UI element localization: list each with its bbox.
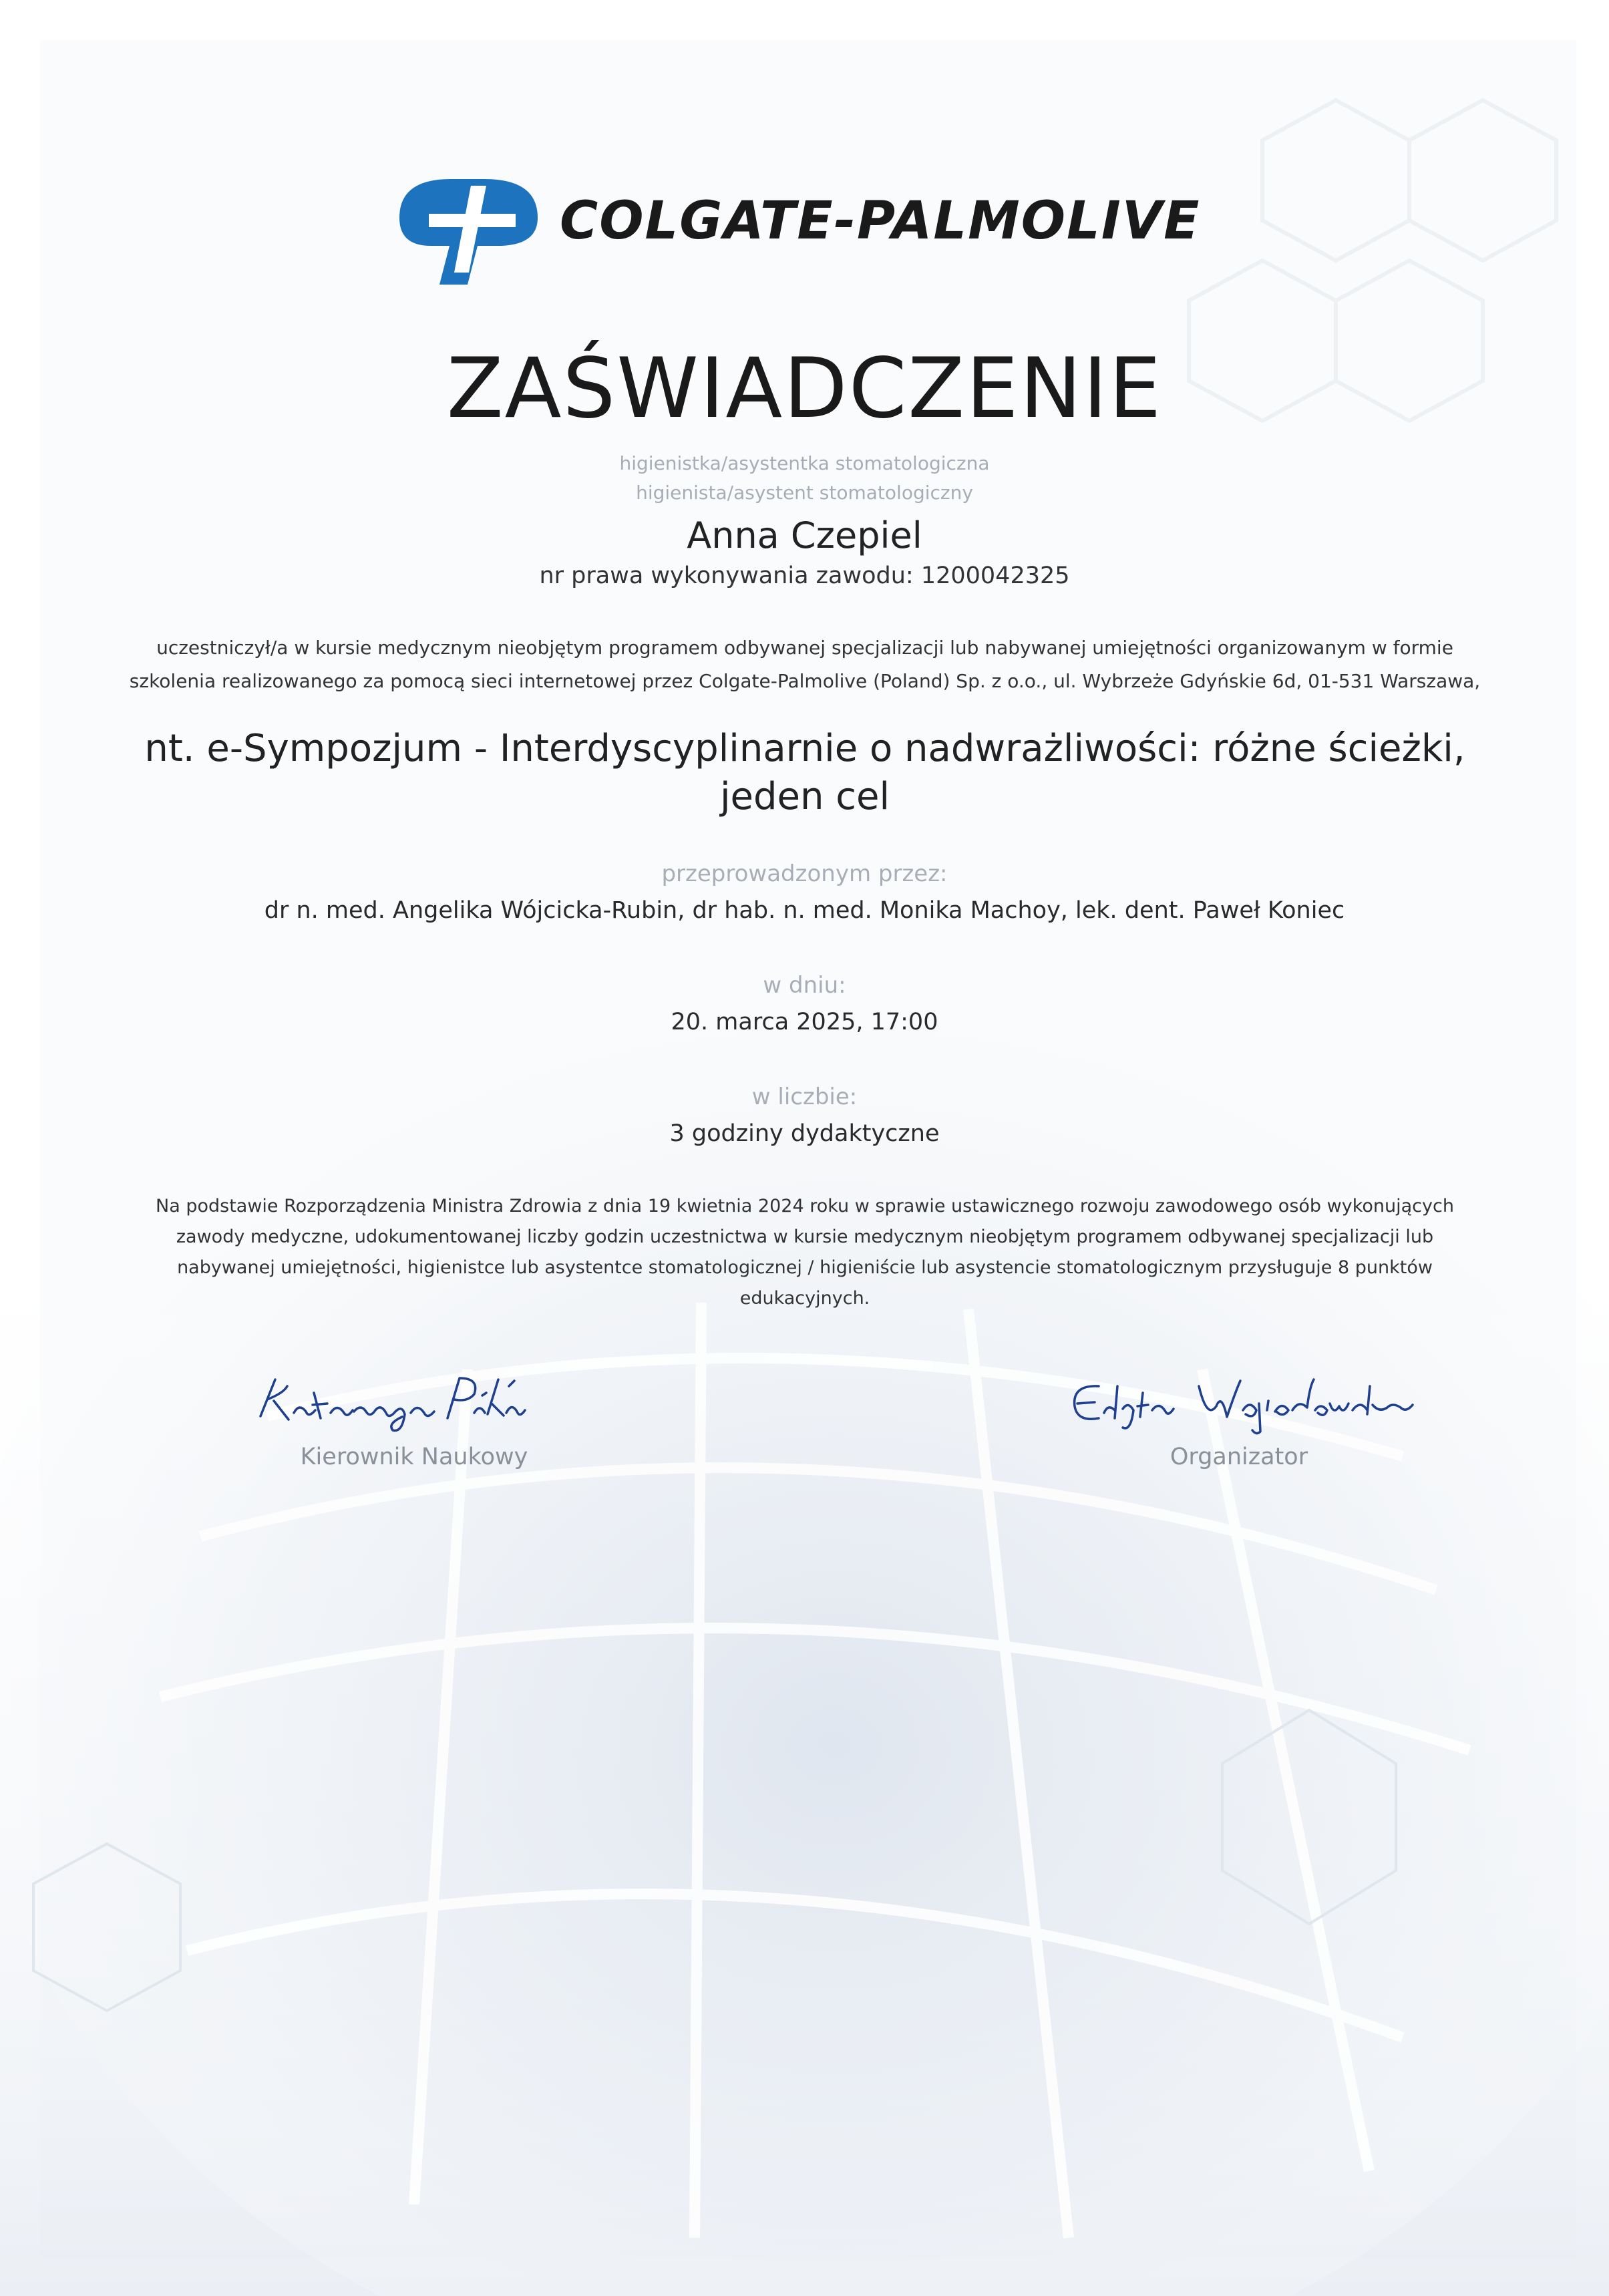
legal-line: Na podstawie Rozporządzenia Ministra Zdrowia z dnia 19 kwietnia 2024 roku w sprawie ustawicznego rozwoju zawodowego osób wykonujących — [156, 1196, 1454, 1216]
date-value: 20. marca 2025, 17:00 — [671, 1009, 938, 1035]
signature-role-right: Organizator — [1170, 1444, 1308, 1470]
intro-line: szkolenia realizowanego za pomocą sieci internetowej przez Colgate-Palmolive (Poland) Sp. z o.o., ul. Wybrzeże Gdyńskie 6d, 01-531 Warszawa, — [129, 670, 1481, 692]
intro-paragraph — [107, 631, 1503, 698]
brand-wordmark: COLGATE-PALMOLIVE — [560, 191, 1201, 251]
role-male: higienista/asystent stomatologiczny — [636, 482, 973, 504]
course-topic: nt. e-Sympozjum - Interdyscyplinarnie o nadwrażliwości: różne ścieżki, jeden cel — [144, 727, 1465, 818]
handwritten-signature-left — [247, 1366, 528, 1440]
handwritten-signature-right — [1059, 1366, 1419, 1440]
license-number: nr prawa wykonywania zawodu: 1200042325 — [539, 562, 1070, 589]
participant-name: Anna Czepiel — [687, 514, 922, 556]
hours-label: w liczbie: — [751, 1084, 858, 1110]
brand-logo — [394, 172, 1229, 293]
conducted-label: przeprowadzonym przez: — [661, 860, 948, 887]
signature-role-left: Kierownik Naukowy — [300, 1444, 528, 1470]
legal-line: edukacyjnych. — [739, 1288, 870, 1309]
hours-value: 3 godziny dydaktyczne — [669, 1120, 940, 1147]
legal-line: nabywanej umiejętności, higienistce lub asystentce stomatologicznej / higieniście lub asystencie stomatologicznym przysługuje 8 punktów — [177, 1257, 1433, 1278]
colgate-palmolive-logo-icon — [394, 172, 544, 289]
signature-block-right — [1005, 1366, 1473, 1470]
date-label: w dniu: — [763, 972, 846, 999]
intro-line: uczestniczył/a w kursie medycznym nieobjętym programem odbywanej specjalizacji lub nabywanej umiejętności organizowanym w formie — [156, 637, 1453, 659]
signature-block-left — [180, 1366, 648, 1470]
role-female: higienistka/asystentka stomatologiczna — [619, 452, 990, 474]
lecturers: dr n. med. Angelika Wójcicka-Rubin, dr hab. n. med. Monika Machoy, lek. dent. Paweł Koniec — [264, 897, 1345, 924]
legal-paragraph — [114, 1191, 1496, 1314]
certificate-title: ZAŚWIADCZENIE — [446, 341, 1163, 437]
legal-line: zawody medyczne, udokumentowanej liczby godzin uczestnictwa w kursie medycznym nieobjętym programem odbywanej specjalizacji lub — [176, 1226, 1434, 1247]
